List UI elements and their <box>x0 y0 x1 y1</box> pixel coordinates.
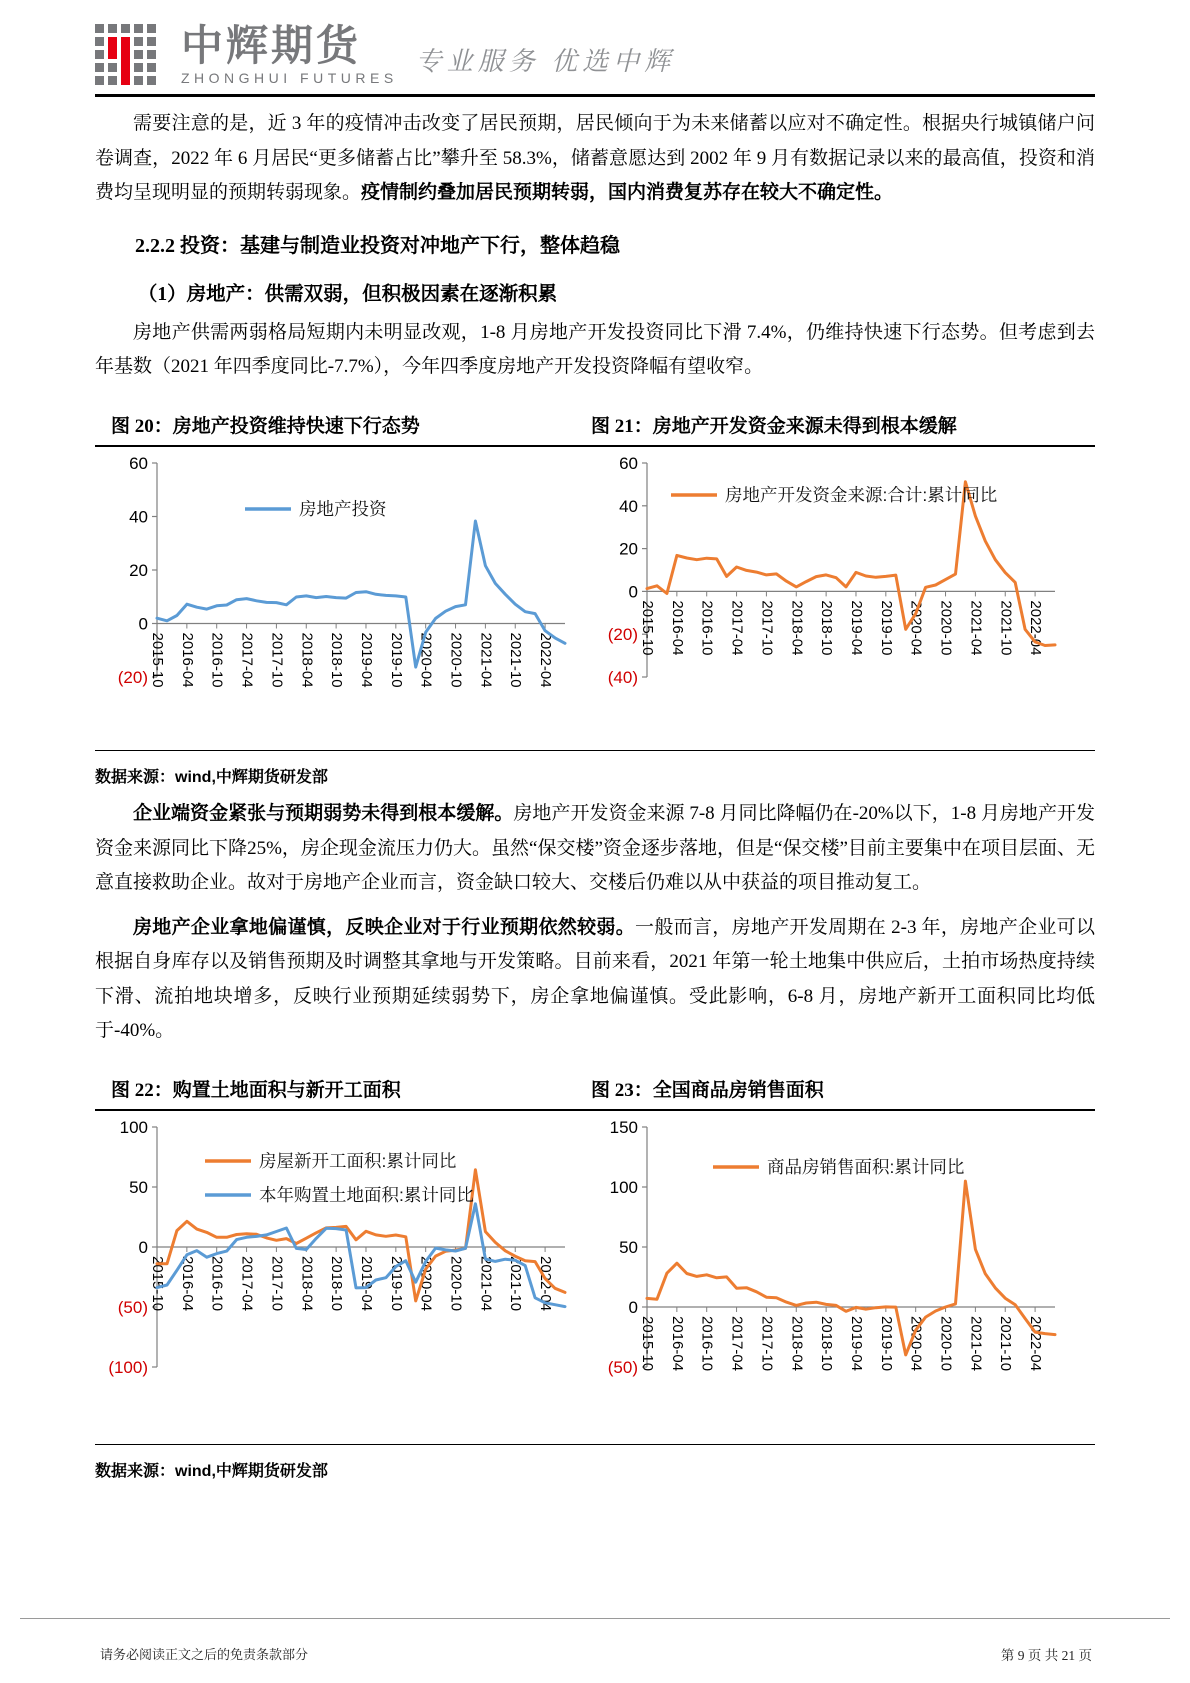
figure-21-chart-container <box>575 451 1095 748</box>
figure-titles-row-1 <box>95 411 1095 438</box>
svg-text:2018-04: 2018-04 <box>298 632 316 688</box>
svg-text:2017-10: 2017-10 <box>268 632 286 688</box>
svg-text:2016-10: 2016-10 <box>698 600 716 656</box>
figure-20-title: 图 20：房地产投资维持快速下行态势 <box>111 415 420 437</box>
svg-text:2016-04: 2016-04 <box>668 1316 686 1372</box>
figure-block-22-23 <box>95 1075 1095 1481</box>
svg-text:2016-04: 2016-04 <box>178 632 196 688</box>
svg-text:2017-10: 2017-10 <box>268 1256 286 1312</box>
figure-titles-row-2 <box>95 1075 1095 1102</box>
svg-text:2017-04: 2017-04 <box>238 1256 256 1312</box>
svg-text:2015-10: 2015-10 <box>639 1316 656 1372</box>
data-source-note-1: 数据来源：wind,中辉期货研发部 <box>95 768 328 786</box>
svg-text:2022-04: 2022-04 <box>537 1256 555 1312</box>
paragraph-consumption-text: 需要注意的是，近 3 年的疫情冲击改变了居民预期，居民倾向于为未来储蓄以应对不确定性。根据央行城镇储户问卷调查，2022 年 6 月居民“更多储蓄占比”攀升至 58.3%，储蓄意愿达到 2002 年 9 月有数据记录以来的最高值，投资和消费均呈现明显的预期转弱现象。 <box>95 113 1095 204</box>
svg-text:2018-04: 2018-04 <box>788 600 806 656</box>
footer-page-number: 第 9 页 共 21 页 <box>1000 1648 1092 1663</box>
svg-text:2020-10: 2020-10 <box>937 600 955 656</box>
svg-text:2021-10: 2021-10 <box>997 600 1015 656</box>
svg-text:2018-10: 2018-10 <box>818 600 836 656</box>
footer-disclaimer: 请务必阅读正文之后的免责条款部分 <box>100 1647 309 1662</box>
svg-text:40: 40 <box>619 496 638 516</box>
svg-text:2019-10: 2019-10 <box>877 1316 895 1372</box>
figure-row-2-bottom-rule <box>95 1444 1095 1445</box>
svg-text:2018-10: 2018-10 <box>328 632 346 688</box>
footer-divider <box>20 1618 1170 1619</box>
svg-text:2019-04: 2019-04 <box>357 632 375 688</box>
svg-text:2016-10: 2016-10 <box>208 1256 226 1312</box>
svg-text:2018-04: 2018-04 <box>788 1316 806 1372</box>
svg-text:2020-04: 2020-04 <box>907 1316 925 1372</box>
svg-text:2019-10: 2019-10 <box>877 600 895 656</box>
svg-text:2020-04: 2020-04 <box>417 1256 435 1312</box>
svg-text:房地产投资: 房地产投资 <box>299 498 387 519</box>
svg-text:50: 50 <box>619 1238 638 1258</box>
svg-text:2021-10: 2021-10 <box>507 632 525 688</box>
svg-text:2021-04: 2021-04 <box>967 600 985 656</box>
svg-text:100: 100 <box>609 1178 638 1198</box>
charts-row-2 <box>95 1115 1095 1442</box>
svg-text:2015-10: 2015-10 <box>149 632 166 688</box>
charts-row-1 <box>95 451 1095 748</box>
figure-23-chart-container <box>575 1115 1095 1442</box>
svg-text:0: 0 <box>628 1298 638 1318</box>
chart-legend <box>245 499 387 519</box>
svg-text:2016-04: 2016-04 <box>178 1256 196 1312</box>
svg-text:2020-04: 2020-04 <box>907 600 925 656</box>
figure-23-line-chart <box>595 1115 1065 1437</box>
figure-23-title: 图 23：全国商品房销售面积 <box>591 1080 824 1102</box>
svg-text:2017-04: 2017-04 <box>728 600 746 656</box>
chart-legend <box>671 485 997 505</box>
svg-text:(20): (20) <box>117 667 148 687</box>
figure-22-line-chart <box>105 1115 575 1437</box>
chart-legend <box>713 1157 964 1177</box>
svg-text:20: 20 <box>619 539 638 559</box>
svg-text:2016-04: 2016-04 <box>668 600 686 656</box>
svg-text:40: 40 <box>129 507 148 527</box>
svg-text:0: 0 <box>628 582 638 602</box>
figure-20-chart-container <box>95 451 575 748</box>
svg-text:2022-04: 2022-04 <box>1027 1316 1045 1372</box>
svg-text:2021-04: 2021-04 <box>477 632 495 688</box>
svg-text:2015-10: 2015-10 <box>639 600 656 656</box>
paragraph-funding-text: 房地产开发资金来源 7-8 月同比降幅仍在-20%以下，1-8 月房地产开发资金来源同比下降25%，房企现金流压力仍大。虽然“保交楼”资金逐步落地，但是“保交楼”目前主要集中在项目层面、无意直接救助企业。故对于房地产企业而言，资金缺口较大、交楼后仍难以从中获益的项目推动复工。 <box>95 802 1095 894</box>
figure-row-2-top-rule <box>95 1109 1095 1111</box>
svg-text:60: 60 <box>619 453 638 473</box>
svg-text:2021-10: 2021-10 <box>997 1316 1015 1372</box>
company-logo <box>95 24 398 86</box>
svg-text:(50): (50) <box>117 1298 148 1318</box>
svg-text:0: 0 <box>138 1238 148 1258</box>
svg-text:0: 0 <box>138 614 148 634</box>
svg-text:2017-04: 2017-04 <box>728 1316 746 1372</box>
brand-name-en: ZHONGHUI FUTURES <box>181 70 398 87</box>
brand-slogan: 专业服务 优选中辉 <box>415 47 676 77</box>
paragraph-investment: 房地产供需两弱格局短期内未明显改观，1-8 月房地产开发投资同比下滑 7.4%，仍维持快速下行态势。但考虑到去年基数（2021 年四季度同比-7.7%），今年四季度房地产开发投资降幅有望收窄。 <box>95 321 1095 378</box>
svg-text:商品房销售面积:累计同比: 商品房销售面积:累计同比 <box>767 1157 965 1178</box>
svg-text:150: 150 <box>609 1118 638 1138</box>
svg-text:2019-04: 2019-04 <box>357 1256 375 1312</box>
svg-text:2019-04: 2019-04 <box>847 1316 865 1372</box>
svg-text:房地产开发资金来源:合计:累计同比: 房地产开发资金来源:合计:累计同比 <box>725 484 998 505</box>
svg-text:2020-10: 2020-10 <box>447 632 465 688</box>
svg-text:2018-10: 2018-10 <box>818 1316 836 1372</box>
svg-text:2019-10: 2019-10 <box>387 632 405 688</box>
svg-text:2017-10: 2017-10 <box>758 600 776 656</box>
heading-2-2-2: 2.2.2 投资：基建与制造业投资对冲地产下行，整体趋稳 <box>135 234 620 257</box>
svg-text:50: 50 <box>129 1178 148 1198</box>
svg-text:2022-04: 2022-04 <box>1027 600 1045 656</box>
paragraph-land <box>95 911 1095 1049</box>
svg-text:(40): (40) <box>607 667 638 687</box>
data-source-note-2: 数据来源：wind,中辉期货研发部 <box>95 1463 328 1481</box>
report-header <box>95 0 1095 86</box>
svg-text:(20): (20) <box>607 625 638 645</box>
figure-block-20-21 <box>95 411 1095 787</box>
axes <box>118 454 565 688</box>
figure-row-1-top-rule <box>95 445 1095 447</box>
figure-row-1-bottom-rule <box>95 750 1095 751</box>
svg-text:2020-10: 2020-10 <box>937 1316 955 1372</box>
svg-text:2019-10: 2019-10 <box>387 1256 405 1312</box>
brand-name-cn: 中辉期货 <box>181 22 362 69</box>
header-divider <box>95 94 1095 97</box>
page-content <box>95 0 1095 1481</box>
chart-legend <box>205 1151 474 1205</box>
figure-22-title: 图 22：购置土地面积与新开工面积 <box>111 1080 401 1102</box>
logo-grid-icon <box>95 24 169 86</box>
svg-text:60: 60 <box>129 453 148 473</box>
svg-text:2017-10: 2017-10 <box>758 1316 776 1372</box>
svg-text:2022-04: 2022-04 <box>537 632 555 688</box>
svg-text:2021-04: 2021-04 <box>967 1316 985 1372</box>
paragraph-land-bold: 房地产企业拿地偏谨慎，反映企业对于行业预期依然较弱。 <box>133 916 636 938</box>
figure-21-title: 图 21：房地产开发资金来源未得到根本缓解 <box>591 415 957 437</box>
svg-text:2015-10: 2015-10 <box>149 1256 166 1312</box>
svg-text:20: 20 <box>129 560 148 580</box>
svg-text:2021-04: 2021-04 <box>477 1256 495 1312</box>
svg-text:(50): (50) <box>607 1358 638 1378</box>
svg-text:2018-04: 2018-04 <box>298 1256 316 1312</box>
heading-real-estate: （1）房地产：供需双弱，但积极因素在逐渐积累 <box>137 283 558 305</box>
svg-text:2016-10: 2016-10 <box>698 1316 716 1372</box>
svg-text:100: 100 <box>119 1118 148 1138</box>
svg-text:2019-04: 2019-04 <box>847 600 865 656</box>
figure-21-line-chart <box>595 451 1065 743</box>
svg-text:2020-04: 2020-04 <box>417 632 435 688</box>
svg-text:2020-10: 2020-10 <box>447 1256 465 1312</box>
brand-text <box>181 24 398 86</box>
svg-text:2017-04: 2017-04 <box>238 632 256 688</box>
paragraph-consumption <box>95 107 1095 211</box>
svg-text:本年购置土地面积:累计同比: 本年购置土地面积:累计同比 <box>259 1185 474 1206</box>
svg-text:(100): (100) <box>108 1358 148 1378</box>
figure-22-chart-container <box>95 1115 575 1442</box>
svg-text:2018-10: 2018-10 <box>328 1256 346 1312</box>
paragraph-funding <box>95 797 1095 901</box>
svg-text:2021-10: 2021-10 <box>507 1256 525 1312</box>
figure-20-line-chart <box>105 451 575 743</box>
svg-text:房屋新开工面积:累计同比: 房屋新开工面积:累计同比 <box>259 1151 457 1172</box>
paragraph-funding-bold: 企业端资金紧张与预期弱势未得到根本缓解。 <box>133 802 514 824</box>
svg-text:2016-10: 2016-10 <box>208 632 226 688</box>
paragraph-land-text: 一般而言，房地产开发周期在 2-3 年，房地产企业可以根据自身库存以及销售预期及时调整其拿地与开发策略。目前来看，2021 年第一轮土地集中供应后，土拍市场热度持续下滑、流拍地块增多，反映行业预期延续弱势下，房企拿地偏谨慎。受此影响，6-8 月，房地产新开工面积同比均低于-40%。 <box>95 916 1095 1042</box>
paragraph-consumption-bold: 疫情制约叠加居民预期转弱，国内消费复苏存在较大不确定性。 <box>361 182 894 204</box>
